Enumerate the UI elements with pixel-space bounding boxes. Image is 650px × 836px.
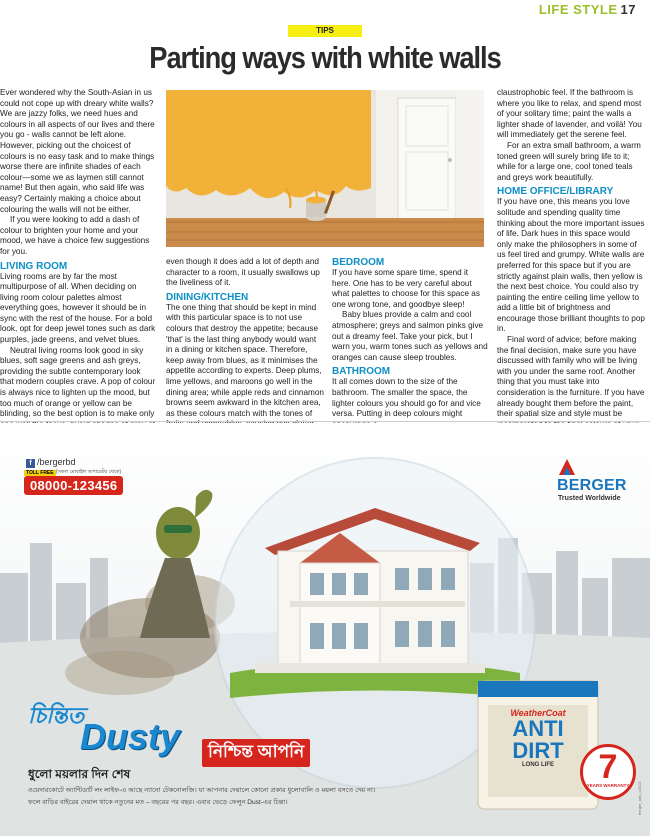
- masthead: [0, 0, 650, 22]
- toll-note: (সকল মোবাইল অপারেটর থেকে): [56, 469, 122, 475]
- article-tag: TIPS: [288, 25, 362, 37]
- paragraph: For an extra small bathroom, a warm toned green will surely bring life to it; while for a large one, cool toned teals and greys work beautifully.: [497, 140, 641, 182]
- product-anti: ANTI: [512, 716, 564, 741]
- product-label: [484, 708, 592, 768]
- article-column-1: [0, 88, 156, 441]
- facebook-icon: f: [26, 459, 35, 468]
- product-line: WeatherCoat: [510, 708, 566, 718]
- paragraph: Neutral living rooms look good in sky blues, soft sage greens and ash greys, providing the subtle contemporary look that modern couples crave. A pop of colour is always nice to lighten up the mood, but too much of orange or yellow can be blinding, so the best option is to make only: [0, 345, 156, 419]
- warranty-years: 7: [598, 748, 618, 786]
- paragraph: If you were looking to add a dash of colour to brighten your home and your mood, we have a choice few suggestions for you.: [0, 215, 150, 256]
- berger-logo: [555, 463, 635, 513]
- facebook-handle-text: /bergerbd: [37, 457, 76, 467]
- dusty-character-illustration: [140, 490, 212, 638]
- product-dirt: DIRT: [512, 738, 564, 763]
- article-title: Parting ways with white walls: [149, 40, 501, 75]
- subline-bangla: নিশ্চিন্ত আপনি: [202, 739, 310, 767]
- warranty-text: YEARS WARRANTY: [586, 783, 630, 788]
- painted-wall-image: [166, 90, 484, 247]
- paragraph: If you have some spare time, spend it here. One has to be very careful about what palettes to choose for this space as one wrong tone, and goodbye sleep!: [332, 268, 480, 309]
- paragraph: even though it does add a lot of depth and character to a room, it usually swallows up the liveliness of it.: [166, 257, 320, 288]
- article-photo: [166, 90, 484, 247]
- subheading-bedroom: BEDROOM: [332, 257, 385, 268]
- berger-advertisement: [0, 423, 650, 836]
- paragraph: Baby blues provide a calm and cool atmosphere; greys and salmon pinks give out a dreamy feel. Take your pick, but I warn you, warm tones such as yellows and oranges can cause sleep troubles.: [332, 310, 488, 362]
- body-bangla-2: ফলে বাড়ির বাইরের দেয়াল থাকে নতুনের মত – বছরের পর বছর। এবার ভেড়ে ফেলুন Dust-এর চিন্তা।: [28, 799, 288, 806]
- page-number: 17: [620, 2, 636, 17]
- paragraph: Living rooms are by far the most multipurpose of all. When deciding on living room colour palettes almost everything goes, however it should be in sync with the rest of the house. For a bold look, opt for deep jewel tones such as dark purples, jade greens, and velvet blues.: [0, 271, 156, 345]
- tagline-bangla: ধুলো ময়লার দিন শেষ: [28, 767, 131, 781]
- body-bangla-1: ওয়েদারকোটে অ্যান্টিডার্ট লং লাইফ-এ আছে ন্যানো টেকনোলজি। যা আপনার দেয়ালে কোনো প্রকার ধুলোবালি ও ময়লা বসতে দেয় না।: [28, 787, 376, 794]
- facebook-handle[interactable]: [26, 457, 76, 468]
- paragraph: The one thing that should be kept in mind with this particular space is to not use colours that destroy the appetite; because 'that' is the last thing anybody would want in a dining or kitchen space. Therefore, keep away from blues, as it minimises the appetite according to experts. Deep plums, lime yellows, and maroons go well in the dining area; while apple reds and cinnamon browns seem awkward in the kitchen area, as these colours match with the tones of: [166, 302, 324, 418]
- ad-code: berger_adv_c2013: [637, 781, 642, 815]
- paragraph: claustrophobic feel. If the bathroom is where you like to relax, and spend most of your solitary time; paint the walls a lighter shade of lavender, and voilà! You will immediately get the serene feel.: [497, 88, 642, 140]
- article-column-3: [332, 257, 488, 430]
- product-longlife: LONG LIFE: [522, 762, 554, 768]
- subheading-dining-kitchen: DINING/KITCHEN: [166, 291, 249, 303]
- article-column-2: [166, 257, 324, 430]
- tollfree-label: TOLL FREE: [26, 470, 54, 476]
- paragraph: Ever wondered why the South-Asian in us could not cope up with dreary white walls? We are jazzy folks, we need hues and colours in all aspects of our lives and there you go - walls cannot be left alone. However, picking out the choicest of colours is no easy task and to make things worse there are infinite shades of each colour—some we as laymen still cannot name! But then again, who said life was easy? Certainly making a choice about colouring the walls will not be either.: [0, 88, 155, 214]
- subheading-home-office: HOME OFFICE/LIBRARY: [497, 186, 614, 198]
- section-label: [539, 2, 636, 17]
- warranty-badge: [580, 744, 636, 800]
- paragraph: Final word of advice; before making the final decision, make sure you have discussed with family who will be living with you under the same roof. Another thing that you must take into consideration is the furniture. If you have already bought them before the paint, their spatial size and style must be: [497, 335, 645, 419]
- hotline-number[interactable]: 08000-123456: [24, 476, 123, 495]
- section-name: LIFE STYLE: [538, 2, 618, 17]
- paragraph: It all comes down to the size of the bathroom. The smaller the space, the lighter colours you should go for and vice versa. Putting in deep colours might: [332, 377, 481, 419]
- brand-tagline: Trusted Worldwide: [558, 495, 621, 502]
- subheading-living-room: LIVING ROOM: [0, 260, 68, 272]
- paragraph: If you have one, this means you love solitude and spending quality time thinking about the more important issues of life. Dark hues in this space would only make the philosophers in some of us feel tired and grumpy. White walls are preferred for this space but if you are strictly against plain walls, then yellow is the next best choice. You could also try painting the entire ceiling lime yellow to add a little bit of brightness and encourage those brilliant thoughts to pop in.: [497, 197, 645, 334]
- subheading-bathroom: BATHROOM: [332, 366, 391, 378]
- headline-english: Dusty: [80, 716, 181, 757]
- headline-bangla-art: চিন্তিত: [28, 703, 85, 728]
- berger-mark-icon: [557, 457, 577, 477]
- brand-name: BERGER: [557, 477, 627, 494]
- article-column-4: [497, 88, 647, 453]
- page-divider: [0, 421, 650, 422]
